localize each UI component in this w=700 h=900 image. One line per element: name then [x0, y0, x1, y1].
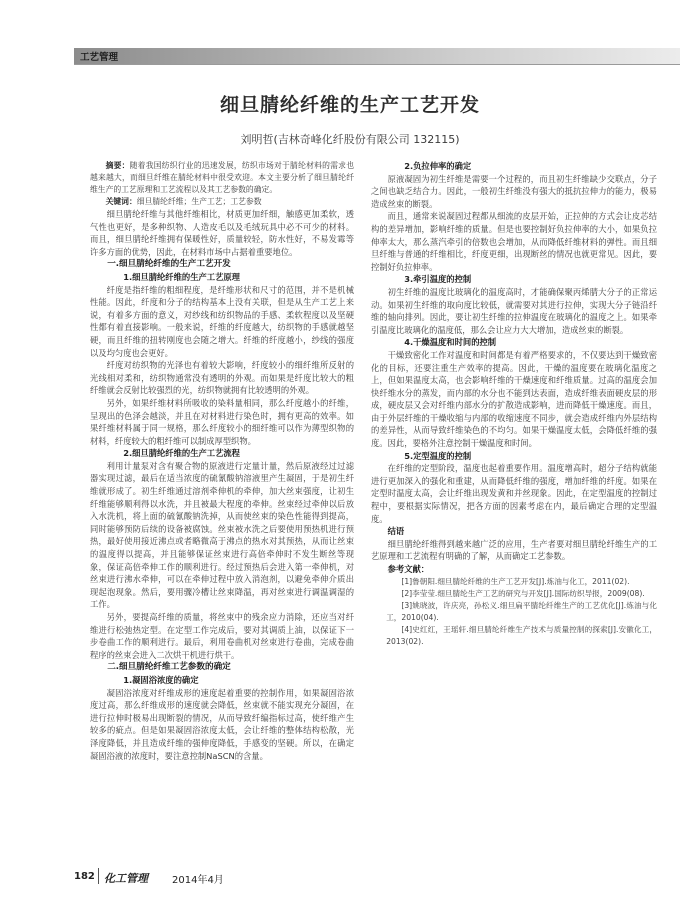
section-tab [74, 48, 680, 65]
article-author: 刘明哲(吉林奇峰化纤股份有限公司 132115) [240, 133, 460, 146]
paragraph: 凝固浴浓度对纤维成形的速度起着重要的控制作用，如果凝固浴浓度过高，那么纤维成形的速度就会降低，丝束就不能实现充分凝固，在进行拉伸时极易出现断裂的情况，从而导致纤编指标过高，使纤维产生较多的疵点。但是如果凝固浴浓度太低，会让纤维的整体结构松散，光泽度降低，并且造成纤维的强伸度降低，手感变的坚硬。所以，在确定凝固浴液的浓度时，要注意控制NaSCN的含量。 [90, 687, 354, 761]
reference-item: [2]李莹莹.细旦腈纶生产工艺的研究与开发[J].国际纺织导报，2009(08). [401, 588, 645, 598]
left-column [90, 160, 354, 848]
reference-item: [3]姚晓波，许庆亮，孙松义.细旦扁平腈纶纤维生产的工艺优化[J].炼油与化工，2010(04). [386, 600, 657, 622]
paragraph: 另外，要提高纤维的质量，将丝束中的残余应力消除，还应当对纤维进行松弛热定型。在定型工作完成后，要对其调质上油，以保证下一步卷曲工作的顺利进行。最后，利用卷曲机对丝束进行卷曲，完成卷曲程序的丝束会进入二次烘干机进行烘干。 [90, 612, 354, 660]
subheading-2-4: 4.干燥温度和时间的控制 [404, 337, 497, 348]
journal-issue: 2014年4月 [172, 875, 224, 886]
reference-item: [1]鲁朝阳.细旦腈纶纤维的生产工艺开发[J].炼油与化工，2011(02). [401, 576, 630, 586]
keywords-label: 关键词： [105, 197, 137, 206]
paragraph: 原液凝固为初生纤维是需要一个过程的，而且初生纤维缺少交联点，分子之间也缺乏结合力。因此，一般初生纤维没有强大的抵抗拉伸力的能力，极易造成丝束的断裂。 [371, 173, 657, 209]
page-number: 182 [74, 871, 95, 882]
subheading-2-2: 2.负拉伸率的确定 [404, 161, 472, 171]
keywords-text: 细旦腈纶纤维；生产工艺；工艺参数 [136, 197, 262, 206]
paragraph: 另外，如果纤维材料所吸收的染料量相同，那么纤度越小的纤维，呈现出的色泽会越淡，并且在对材料进行染色时，拥有更高的效率。如果纤维材料属于同一规格，那么纤度较小的细纤维可以作为薄型织物的材料，纤度较大的粗纤维可以制成厚型织物。 [90, 397, 354, 446]
section-heading-2: 二.细旦腈纶纤维工艺参数的确定 [107, 662, 231, 673]
abstract-label: 摘要： [105, 161, 130, 170]
footer-divider [98, 868, 99, 884]
conclusion-heading: 结语 [387, 526, 405, 537]
paragraph: 纤度对纺织物的光泽也有着较大影响，纤度较小的细纤维所反射的光线相对柔和，纺织物通常没有透明的外观。而如果是纤度比较大的粗纤维就会反射比较强烈的光，纺织物就拥有比较透明的外观。 [90, 360, 354, 396]
abstract-text: 随着我国纺织行业的迅速发展，纺织市场对于腈纶材料的需求也越来越大，而细旦纤维在腈纶材料中很受欢迎。本文主要分析了细旦腈纶纤维生产的工艺原理和工艺流程以及其工艺参数的确定。 [90, 161, 354, 194]
paragraph: 在纤维的定型阶段，温度也起着重要作用。温度增高时，超分子结构就能进行更加深入的强化和重建，从而降低纤维的强度，增加纤维的纤度。如果在定型时温度太高，会让纤维出现发黄和并丝现象。因此，在定型温度的控制过程中，要根据实际情况，把各方面的因素考虑在内，最后确定合理的定型温度。 [371, 463, 657, 524]
abstract [90, 160, 354, 196]
subheading-2-3: 3.牵引温度的控制 [404, 274, 472, 285]
subheading-2-1: 1.凝固浴浓度的确定 [123, 674, 199, 685]
paragraph: 利用计量泵对含有聚合物的原液进行定量计量，然后原液经过过滤器实现过滤，最后在适当浓度的硫氰酸钠溶液里产生凝固，于是初生纤维就形成了。初生纤维通过溶剂牵伸机的牵伸，加大丝束强度，让初生纤维能够顺利得以水洗，并且被最大程度的牵伸。丝束经过牵伸以后放入水洗机，将上面的硫氰酸钠洗掉，从而使丝束的染色性能得到提高，同时能够预防后续的设备被腐蚀。丝束被水洗之后要使用预热机进行预热，最好使用接近沸点或者略微高于沸点的热水对其预热，从而让丝束的温度得以提高，并且能够保证丝束进行高倍牵伸时不发生断丝等现象，保证高倍牵伸工作的顺利进行。经过预热后会进入第一牵伸机，对丝束进行沸水牵伸，可以在牵伸过程中放入消泡剂，以避免牵伸介质出现起泡现象。然后，要用骤冷槽让丝束降温，再对丝束进行调温调湿的工作。 [90, 460, 354, 610]
journal-name: 化工管理 [104, 872, 148, 885]
right-column [371, 160, 657, 848]
section-heading-1: 一.细旦腈纶纤维的生产工艺开发 [107, 259, 231, 270]
conclusion-paragraph: 细旦腈纶纤维得到越来越广泛的应用，生产者要对细旦腈纶纤维生产的工艺原理和工艺流程有明确的了解，从而确定工艺参数。 [371, 538, 657, 562]
reference-item: [4]史红红，王瑶轩.细旦腈纶纤维生产技术与质量控制的探索[J].安徽化工，2013(02). [386, 624, 657, 646]
intro-paragraph: 细旦腈纶纤维与其他纤维相比，材质更加纤细，触感更加柔软，透气性也更好，是多种织物、人造皮毛以及毛绒玩具中必不可少的材料。而且，细旦腈纶纤维拥有保暖性好，质量较轻，防水性好，不易发霉等许多方面的优势，因此，在材料市场中占据着重要地位。 [90, 209, 354, 257]
subheading-1-1: 1.细旦腈纶纤维的生产工艺原理 [123, 271, 240, 282]
keywords [90, 196, 354, 208]
paragraph: 纤度是指纤维的粗细程度，是纤维形状和尺寸的范围，并不是机械性能。因此，纤度和分子的结构基本上没有关联，但是从生产工艺上来说，有着多方面的意义，对纱线和纺织物品的手感、柔软程度以及坚硬性都有着直接影响。一般来说，纤维的纤度越大，纺织物的手感就越坚硬，而且纤维的扭转刚度也会随之增大。纤维的纤度越小，纱线的强度以及均匀度也会更好。 [90, 284, 354, 358]
section-label: 工艺管理 [80, 52, 119, 63]
references-heading: 参考文献： [387, 564, 430, 574]
paragraph: 而且，通常来说凝固过程都从细流的皮层开始，正拉伸的方式会让皮芯结构的差异增加，影响纤维的质量。但是也要控制好负拉伸率的大小，如果负拉伸率太大，那么蒸汽牵引的倍数也会增加，从而降低纤维材料的弹性。而且细旦纤维与普通的纤维相比，纤度更细，出现断丝的情况也就更常见。因此，要控制好负拉伸率。 [371, 211, 657, 272]
article-title: 细旦腈纶纤维的生产工艺开发 [219, 94, 480, 116]
subheading-1-2: 2.细旦腈纶纤维的生产工艺流程 [123, 448, 240, 459]
subheading-2-5: 5.定型温度的控制 [404, 450, 472, 461]
paragraph: 初生纤维的温度比玻璃化的温度高时，才能确保聚丙烯腈大分子的正常运动。如果初生纤维的取向度比较低，就需要对其进行拉伸，实现大分子链沿纤维的轴向排列。因此，要让初生纤维的拉伸温度在玻璃化的温度之上。如果牵引温度比玻璃化的温度低，那么会让应力大大增加，造成丝束的断裂。 [371, 286, 657, 335]
paragraph: 干燥致密化工作对温度和时间都是有着严格要求的，不仅要达到干燥致密化的目标，还要注重生产效率的提高。因此，干燥的温度要在玻璃化温度之上，但如果温度太高，也会影响纤维的干燥速度和纤维质量。过高的温度会加快纤维水分的蒸发，而内部的水分也不能到达表面，造成纤维表面硬皮层的形成，硬皮层又会对纤维内部水分的扩散造成影响，进而降低干燥速度。而且，由于外层纤维的干燥收缩与内部的收缩速度不同步，就会造成纤维内外层结构的差异性，从而导致纤维染色的不均匀。如果干燥温度太低，会降低纤维的强度。因此，要格外注意控制干燥温度和时间。 [371, 349, 657, 449]
